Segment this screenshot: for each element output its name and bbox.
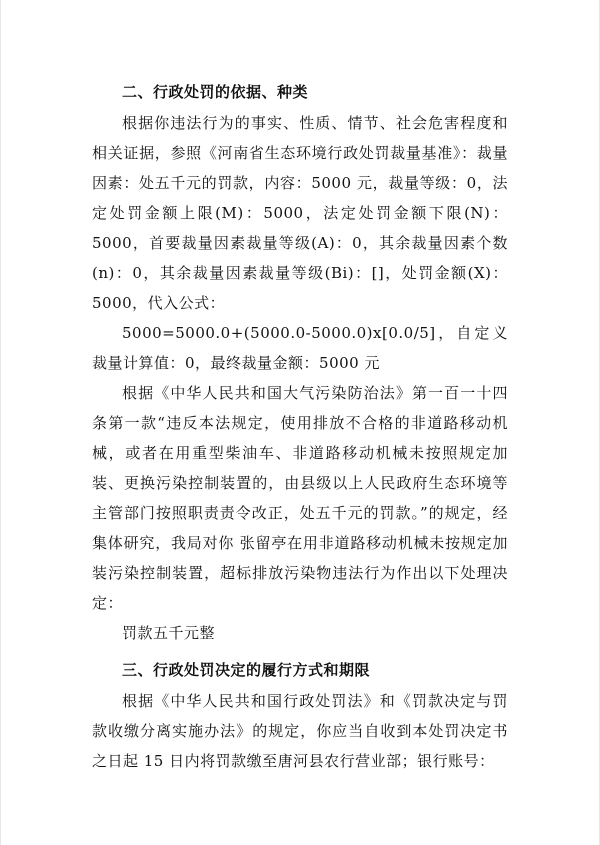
- paragraph-discretion-basis: 根据你违法行为的事实、性质、情节、社会危害程度和相关证据，参照《河南省生态环境行政处罚裁量基准》：裁量因素：处五千元的罚款，内容：5000 元，裁量等级：0，法定处罚金额上限(M)：5000，法定处罚金额下限(N)：5000，首要裁量因素裁量等级(A)：0，其余裁量因素个数(n)：0，其余裁量因素裁量等级(Bi)：[]，处罚金额(X)：5000，代入公式：: [92, 114, 508, 312]
- paragraph-penalty: 罚款五千元整: [122, 624, 216, 642]
- paragraph-formula: 5000=5000.0+(5000.0-5000.0)x[0.0/5]，自定义裁量计算值：0，最终裁量金额：5000 元: [92, 324, 508, 372]
- section-heading-payment: 三、行政处罚决定的履行方式和期限: [122, 661, 371, 679]
- section-heading-basis: 二、行政处罚的依据、种类: [122, 83, 309, 101]
- paragraph-payment-method: 根据《中华人民共和国行政处罚法》和《罚款决定与罚款收缴分离实施办法》的规定，你应当自收到本处罚决定书之日起 15 日内将罚款缴至唐河县农行营业部；银行账号：: [92, 692, 508, 770]
- paragraph-legal-basis: 根据《中华人民共和国大气污染防治法》第一百一十四条第一款“违反本法规定，使用排放不合格的非道路移动机械，或者在用重型柴油车、非道路移动机械未按照规定加装、更换污染控制装置的，由县级以上人民政府生态环境等主管部门按照职责责令改正，处五千元的罚款。”的规定，经集体研究，我局对你 张留亭在用非道路移动机械未按规定加装污染控制装置，超标排放污染物违法行为作出以下处理决定：: [92, 384, 508, 612]
